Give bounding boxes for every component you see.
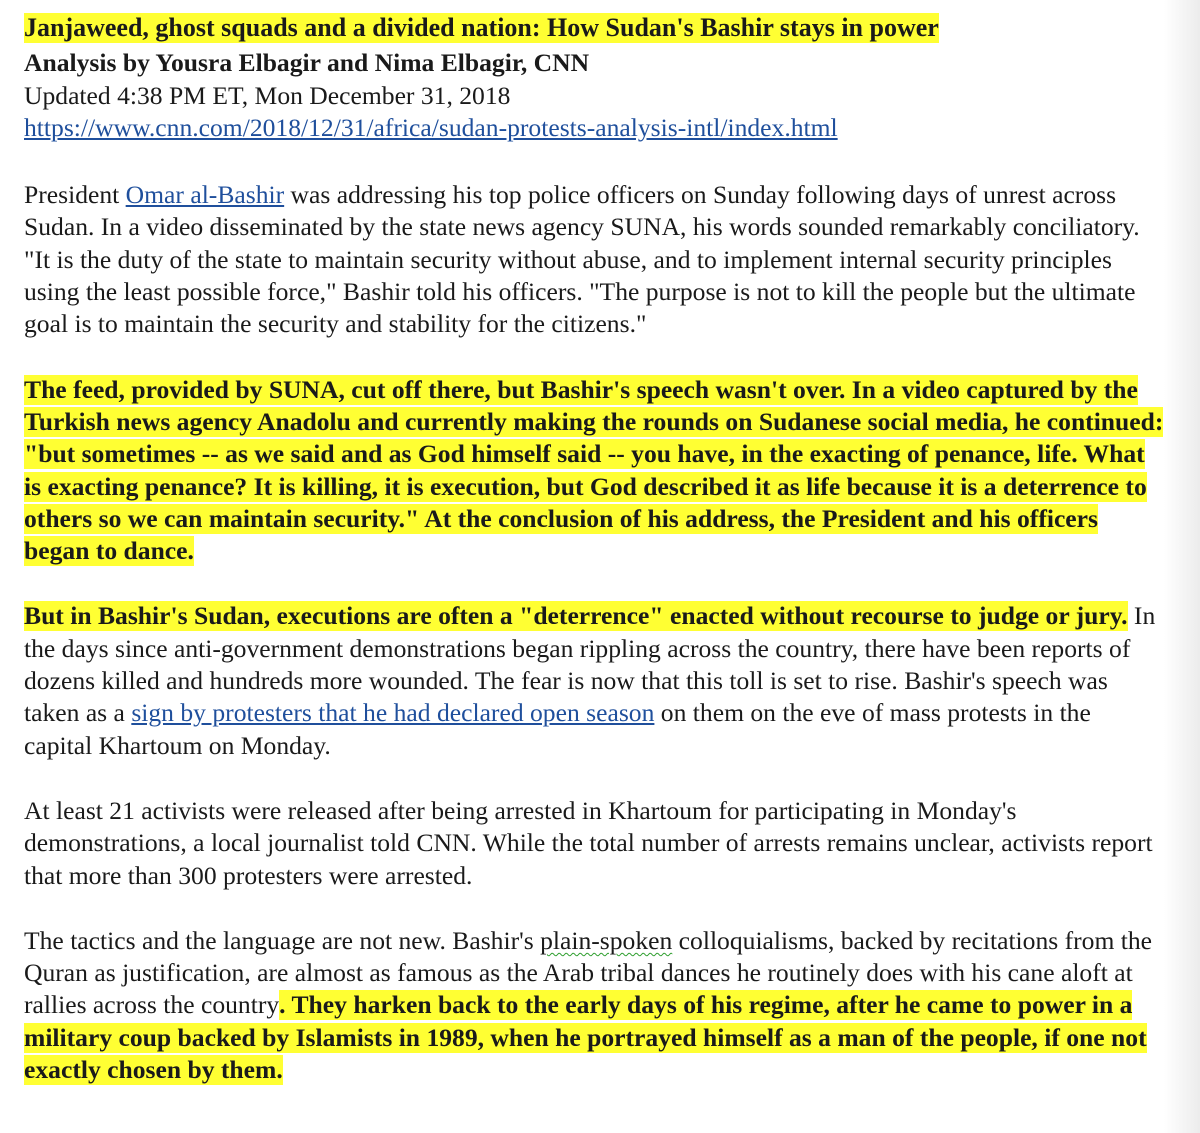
page-edge-shadow [1164, 0, 1200, 1133]
title-highlight: Janjaweed, ghost squads and a divided nation: How Sudan's Bashir stays in power [24, 13, 939, 42]
open-season-link[interactable]: sign by protesters that he had declared open season [131, 698, 655, 728]
spellcheck-squiggle-word: plain-spoken [540, 925, 673, 955]
article-title [24, 12, 1164, 44]
p3-text-after-link: on them on the eve of mass protests in the capital Khartoum on Monday. [24, 698, 1091, 760]
p2-highlighted-text: The feed, provided by SUNA, cut off there, but Bashir's speech wasn't over. In a video captured by the Turkish news agency Anadolu and currently making the rounds on Sudanese social media, he continued: "but sometimes -- as we said and as God himself said -- you have, in the exacting of penance, life. What is exacting penance? It is killing, it is execution, but God described it as life because it is a deterrence to others so we can maintain security." At the conclusion of his address, the President and his officers began to dance. [24, 374, 1164, 566]
article-updated-timestamp: Updated 4:38 PM ET, Mon December 31, 2018 [24, 80, 511, 110]
paragraph-4: At least 21 activists were released after being arrested in Khartoum for participating in Monday's demonstrations, a local journalist told CNN. While the total number of arrests remains unclear, activists report that more than 300 protesters were arrested. [24, 795, 1153, 890]
p3-text-after-highlight: In the days since anti-government demonstrations began rippling across the country, there have been reports of dozens killed and hundreds more wounded. The fear is now that this toll is set to rise. Bashir's speech was taken as a [24, 601, 1156, 728]
p1-text-before-link: President [24, 180, 126, 210]
article-url-link[interactable]: https://www.cnn.com/2018/12/31/africa/sudan-protests-analysis-intl/index.html [24, 112, 838, 142]
p5-text-after-squiggle: colloquialisms, backed by recitations from the Quran as justification, are almost as famous as the Arab tribal dances he routinely does with his cane aloft at rallies across the country [24, 925, 1153, 1020]
paragraph-3 [24, 600, 1164, 761]
p1-text-after-link: was addressing his top police officers on Sunday following days of unrest across Sudan. In a video disseminated by the state news agency SUNA, his words sounded remarkably conciliatory. "It is the duty of the state to maintain security without abuse, and to implement internal security principles using the least possible force," Bashir told his officers. "The purpose is not to kill the people but the ultimate goal is to maintain the security and stability for the citizens." [24, 180, 1140, 339]
article-document [24, 12, 1164, 1086]
omar-al-bashir-link[interactable]: Omar al-Bashir [125, 180, 285, 210]
p5-highlighted-text: . They harken back to the early days of his regime, after he came to power in a military coup backed by Islamists in 1989, when he portrayed himself as a man of the people, if one not exactly chosen by them. [24, 990, 1147, 1085]
p5-text-before-squiggle: The tactics and the language are not new. Bashir's [24, 925, 541, 955]
paragraph-2 [24, 374, 1164, 568]
paragraph-1 [24, 179, 1164, 340]
p3-highlighted-text: But in Bashir's Sudan, executions are often a "deterrence" enacted without recourse to judge or jury. [24, 601, 1128, 631]
article-byline: Analysis by Yousra Elbagir and Nima Elbagir, CNN [24, 48, 590, 78]
article-url-line [24, 112, 1164, 144]
paragraph-5 [24, 925, 1164, 1086]
